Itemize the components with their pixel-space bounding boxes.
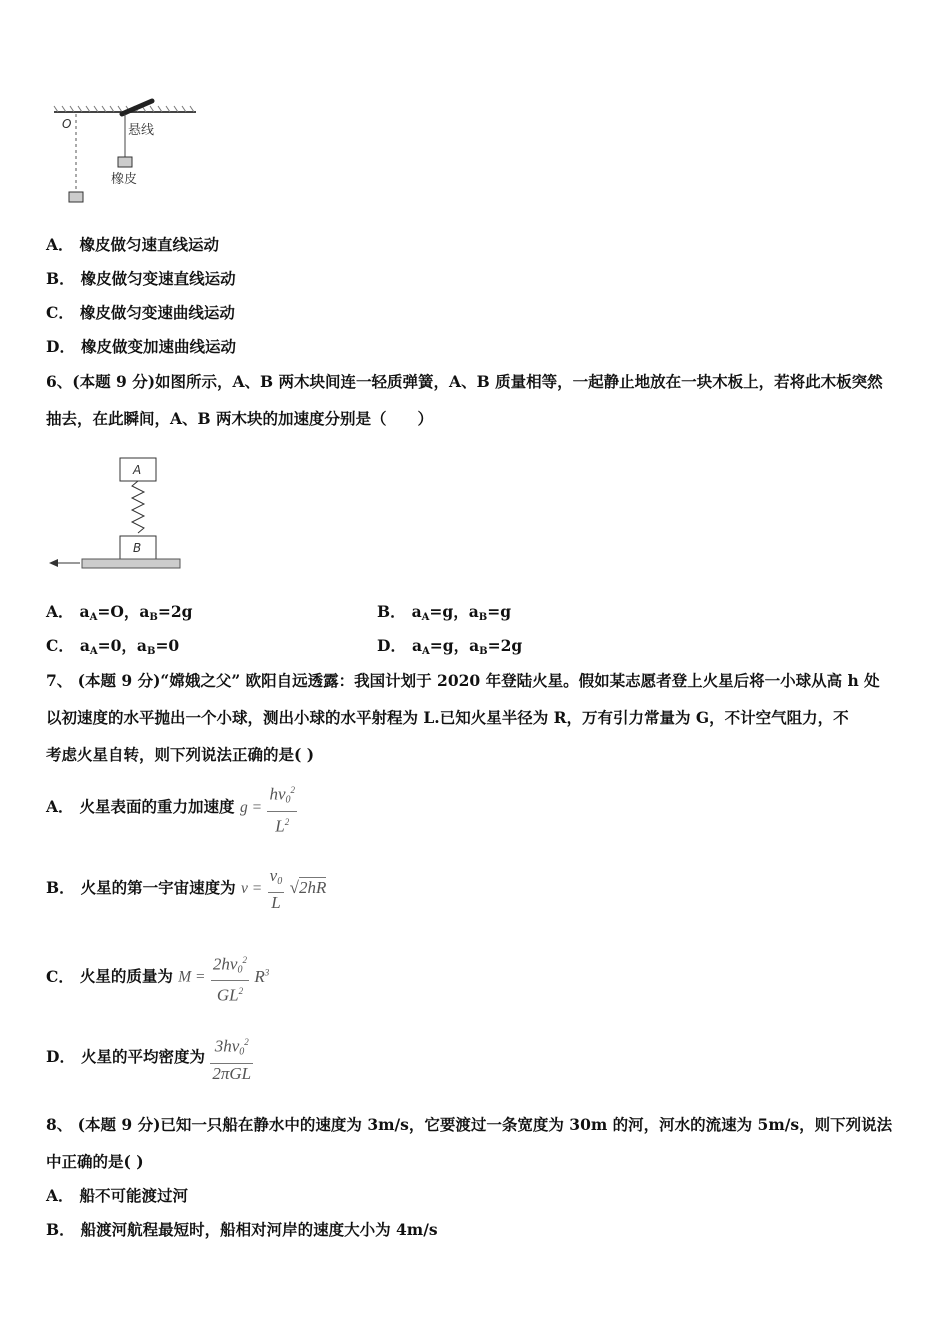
formula-g: $\frac{hv_0^2}{L^2}$ <box>267 780 297 836</box>
q5-option-b: B． 橡皮做匀变速直线运动 <box>46 269 236 288</box>
figure-spring-blocks <box>46 452 186 574</box>
q7-option-b: B． 火星的第一宇宙速度为 v = $\frac{v_0}{L}$ √2hR <box>46 865 327 912</box>
q6-option-d: D． $a_A=g$，$a_B=2g$ <box>377 636 523 657</box>
q7-option-d: D． 火星的平均密度为 $\frac{3hv_0^2}{\text{2πGL}}$ <box>46 1032 253 1084</box>
q6-stem-line2: 抽去，在此瞬间，A、B 两木块的加速度分别是（ ） <box>46 409 434 428</box>
q8-option-a: A． 船不可能渡过河 <box>46 1186 189 1205</box>
fig2-label-a: A <box>133 463 142 477</box>
figure-string-eraser <box>48 95 208 207</box>
q8-stem-line1: 8、 (本题 9 分)已知一只船在静水中的速度为 3m/s，它要渡过一条宽度为 30m 的河，河水的流速为 5m/s，则下列说法 <box>46 1115 893 1134</box>
q6-option-a: A． $a_A=O$，$a_B=2g$ <box>46 602 193 623</box>
q5-option-c: C． 橡皮做匀变速曲线运动 <box>46 303 235 322</box>
formula-v: $\frac{v_0}{L}$ <box>269 865 283 912</box>
q7-option-a: A． 火星表面的重力加速度 g = $\frac{hv_0^2}{L^2}$ <box>46 780 297 836</box>
q8-option-b: B． 船渡河航程最短时，船相对河岸的速度大小为 4m/s <box>46 1220 438 1239</box>
q5-option-a: A． 橡皮做匀速直线运动 <box>46 235 220 254</box>
formula-rho: $\frac{3hv_0^2}{\text{2πGL}}$ <box>210 1032 253 1084</box>
fig1-label-eraser: 橡皮 <box>111 172 138 187</box>
q8-stem-line2: 中正确的是( ) <box>46 1152 144 1171</box>
fig1-label-o: O <box>62 117 72 131</box>
q6-option-b: B． $a_A=g$，$a_B=g$ <box>377 602 512 623</box>
q5-option-d: D． 橡皮做变加速曲线运动 <box>46 337 236 356</box>
fig2-label-b: B <box>133 541 142 555</box>
q6-option-c: C． $a_A=0$，$a_B=0$ <box>46 636 180 657</box>
q7-stem-line1: 7、 (本题 9 分)“嫦娥之父” 欧阳自远透露：我国计划于 2020 年登陆火星。假如某志愿者登上火星后将一小球从高 h 处 <box>46 671 880 690</box>
fig1-label-string: 悬线 <box>128 123 155 138</box>
formula-m: $\frac{2hv_0^2}{GL^2}$ <box>211 950 249 1006</box>
q6-stem-line1: 6、(本题 9 分)如图所示，A、B 两木块间连一轻质弹簧，A、B 质量相等，一起静止地放在一块木板上，若将此木板突然 <box>46 372 883 391</box>
q7-option-c: C． 火星的质量为 M = $\frac{2hv_0^2}{GL^2}$ $R^3$ <box>46 948 269 1006</box>
q7-stem-line2: 以初速度的水平抛出一个小球，测出小球的水平射程为 L.已知火星半径为 R，万有引力常量为 G，不计空气阻力，不 <box>46 708 849 727</box>
q7-stem-line3: 考虑火星自转，则下列说法正确的是( ) <box>46 745 315 764</box>
